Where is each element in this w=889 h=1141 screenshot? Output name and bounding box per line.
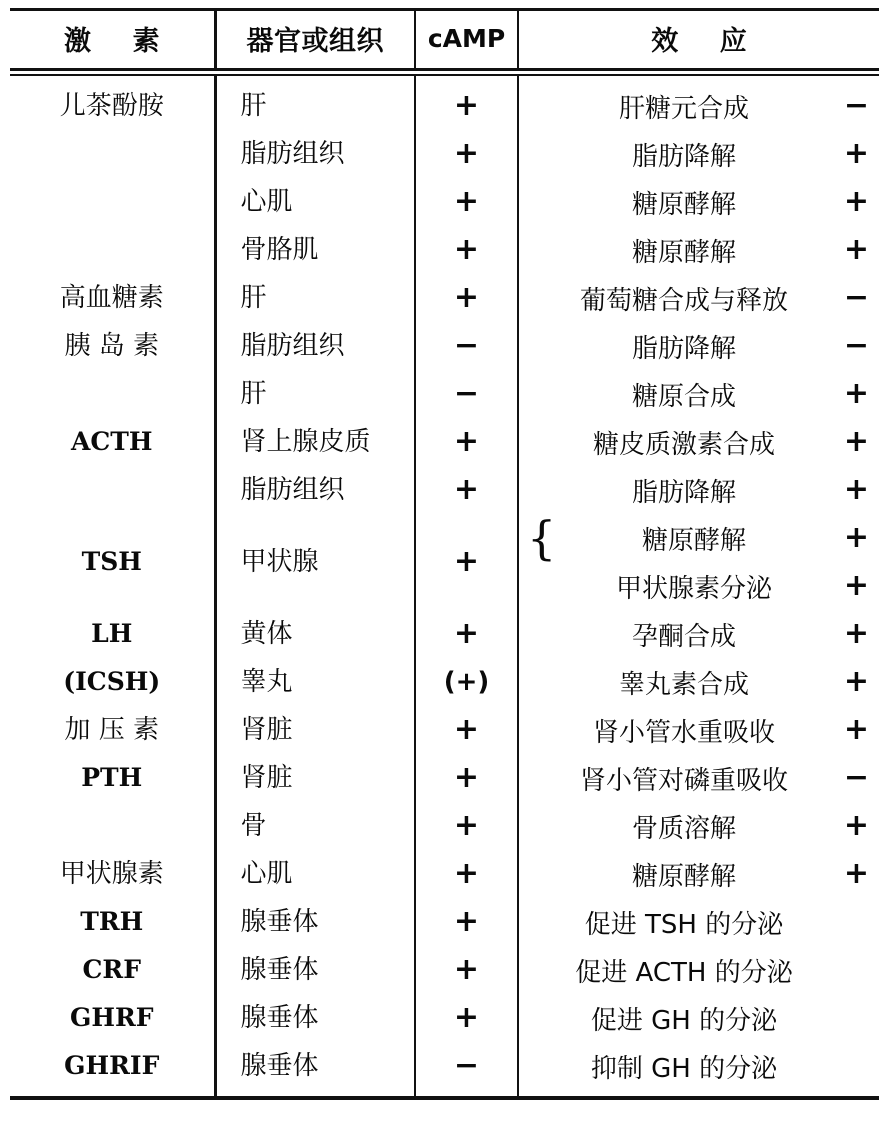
cell-hormone: [10, 802, 214, 850]
cell-effect-sign: +: [843, 568, 869, 603]
cell-effect: 糖皮质激素合成: [592, 429, 775, 460]
cell-tissue: 腺垂体: [240, 1003, 319, 1033]
brace-icon: {: [527, 511, 557, 565]
cell-tissue: 腺垂体: [240, 955, 319, 985]
cell-effect: 糖原酵解: [631, 189, 736, 220]
cell-camp: +: [453, 712, 480, 747]
cell-hormone: 儿茶酚胺: [59, 91, 164, 121]
cell-camp: +: [453, 544, 480, 579]
cell-tissue: 睾丸: [240, 667, 293, 697]
table-row: [10, 1042, 879, 1090]
cell-hormone: 胰 岛 素: [64, 331, 160, 361]
cell-tissue: 腺垂体: [240, 1051, 319, 1081]
cell-tissue: 黄体: [240, 619, 293, 649]
cell-camp: +: [453, 136, 480, 171]
cell-tissue: 心肌: [240, 187, 293, 217]
cell-hormone: CRF: [82, 955, 141, 984]
cell-tissue: 肾上腺皮质: [240, 427, 371, 457]
cell-tissue: 肾脏: [240, 715, 293, 745]
header-hormone: 激 素: [64, 26, 176, 57]
cell-camp: +: [453, 88, 480, 123]
cell-effect-sign: −: [843, 280, 869, 315]
cell-camp: +: [453, 280, 480, 315]
cell-camp: +: [453, 472, 480, 507]
cell-effect: 肾小管水重吸收: [592, 717, 775, 748]
table-row: [10, 754, 879, 802]
header-tissue: 器官或组织: [215, 11, 415, 68]
cell-effect: 促进 TSH 的分泌: [584, 909, 784, 940]
cell-hormone: 加 压 素: [64, 715, 160, 745]
cell-effect: 葡萄糖合成与释放: [579, 285, 788, 316]
table-row: [10, 898, 879, 946]
table-row: [10, 514, 879, 562]
table-row: [10, 226, 879, 274]
cell-hormone: [10, 466, 214, 514]
cell-camp: +: [453, 952, 480, 987]
cell-tissue: 肝: [240, 379, 267, 409]
table-row: [10, 994, 879, 1042]
cell-camp: +: [453, 1000, 480, 1035]
hormone-table-body: [10, 76, 879, 1096]
cell-hormone: TRH: [80, 907, 144, 936]
cell-hormone: GHRIF: [64, 1051, 160, 1080]
cell-effect-sign: +: [843, 808, 869, 843]
cell-hormone: 高血糖素: [59, 283, 164, 313]
cell-tissue: 肝: [240, 91, 267, 121]
cell-effect-sign: −: [843, 88, 869, 123]
cell-effect-sign: −: [843, 760, 869, 795]
cell-effect: 脂肪降解: [631, 477, 736, 508]
header-row: [10, 11, 879, 68]
table-row: [10, 370, 879, 418]
cell-hormone: [10, 178, 214, 226]
header-effect: 效 应: [518, 11, 879, 68]
cell-effect-sign: +: [843, 184, 869, 219]
cell-effect: 肝糖元合成: [618, 93, 749, 124]
cell-effect-sign: +: [843, 712, 869, 747]
cell-camp: +: [453, 616, 480, 651]
table-row: [10, 418, 879, 466]
cell-tissue: 腺垂体: [240, 907, 319, 937]
cell-hormone: PTH: [81, 763, 143, 792]
table-row: [10, 178, 879, 226]
cell-effect-sign: +: [843, 232, 869, 267]
cell-effect-sign: +: [843, 424, 869, 459]
cell-effect: 糖原合成: [631, 381, 736, 412]
cell-hormone: 甲状腺素: [59, 859, 164, 889]
cell-camp: +: [453, 424, 480, 459]
table-header: [10, 11, 879, 68]
hormone-camp-effect-table: [10, 11, 879, 68]
cell-effect: 糖原酵解: [641, 525, 746, 556]
cell-effect: 糖原酵解: [631, 861, 736, 892]
cell-camp: (+): [443, 667, 490, 697]
table-row: [10, 130, 879, 178]
cell-tissue: 脂肪组织: [240, 139, 345, 169]
cell-effect: 脂肪降解: [631, 141, 736, 172]
cell-camp: +: [453, 760, 480, 795]
cell-tissue: 甲状腺: [240, 547, 319, 577]
cell-tissue: 肾脏: [240, 763, 293, 793]
cell-camp: +: [453, 904, 480, 939]
cell-effect: 促进 ACTH 的分泌: [575, 957, 793, 988]
cell-effect-sign: +: [843, 616, 869, 651]
cell-camp: −: [453, 1048, 480, 1083]
table-bottom-rule: [10, 1096, 879, 1100]
cell-tissue: 肝: [240, 283, 267, 313]
cell-effect-sign: +: [843, 136, 869, 171]
table-row: [10, 850, 879, 898]
cell-effect: 睾丸素合成: [618, 669, 749, 700]
cell-hormone: [10, 370, 214, 418]
table-row: [10, 274, 879, 322]
table-row: [10, 322, 879, 370]
cell-tissue: 心肌: [240, 859, 293, 889]
cell-effect-sign: +: [843, 376, 869, 411]
table-row: [10, 610, 879, 658]
table-row: [10, 658, 879, 706]
cell-effect: 肾小管对磷重吸收: [579, 765, 788, 796]
cell-camp: +: [453, 184, 480, 219]
cell-effect: 甲状腺素分泌: [615, 573, 772, 604]
cell-tissue: 骨胳肌: [240, 235, 319, 265]
table-row: [10, 946, 879, 994]
cell-hormone: LH: [91, 619, 133, 648]
cell-effect-sign: +: [843, 520, 869, 555]
cell-effect: 脂肪降解: [631, 333, 736, 364]
cell-tissue: 脂肪组织: [240, 475, 345, 505]
cell-effect-sign: +: [843, 472, 869, 507]
cell-effect: 促进 GH 的分泌: [590, 1005, 778, 1036]
cell-camp: −: [453, 376, 480, 411]
cell-camp: +: [453, 856, 480, 891]
table-row: [10, 802, 879, 850]
cell-effect: 糖原酵解: [631, 237, 736, 268]
cell-hormone: (ICSH): [63, 667, 161, 696]
cell-hormone: [10, 130, 214, 178]
cell-camp: +: [453, 808, 480, 843]
cell-camp: −: [453, 328, 480, 363]
cell-effect: 抑制 GH 的分泌: [590, 1053, 778, 1084]
cell-effect: 孕酮合成: [631, 621, 736, 652]
cell-hormone: TSH: [81, 547, 142, 576]
header-camp: cAMP: [415, 11, 518, 68]
table-row: [10, 82, 879, 130]
cell-hormone: [10, 226, 214, 274]
table-row: [10, 706, 879, 754]
cell-effect-sign: +: [843, 664, 869, 699]
cell-effect: 骨质溶解: [631, 813, 736, 844]
cell-tissue: 脂肪组织: [240, 331, 345, 361]
cell-effect-sign: +: [843, 856, 869, 891]
cell-hormone: ACTH: [70, 427, 153, 456]
cell-camp: +: [453, 232, 480, 267]
cell-tissue: 骨: [240, 811, 267, 841]
cell-effect-sign: −: [843, 328, 869, 363]
cell-hormone: GHRF: [70, 1003, 154, 1032]
table-row: [10, 466, 879, 514]
